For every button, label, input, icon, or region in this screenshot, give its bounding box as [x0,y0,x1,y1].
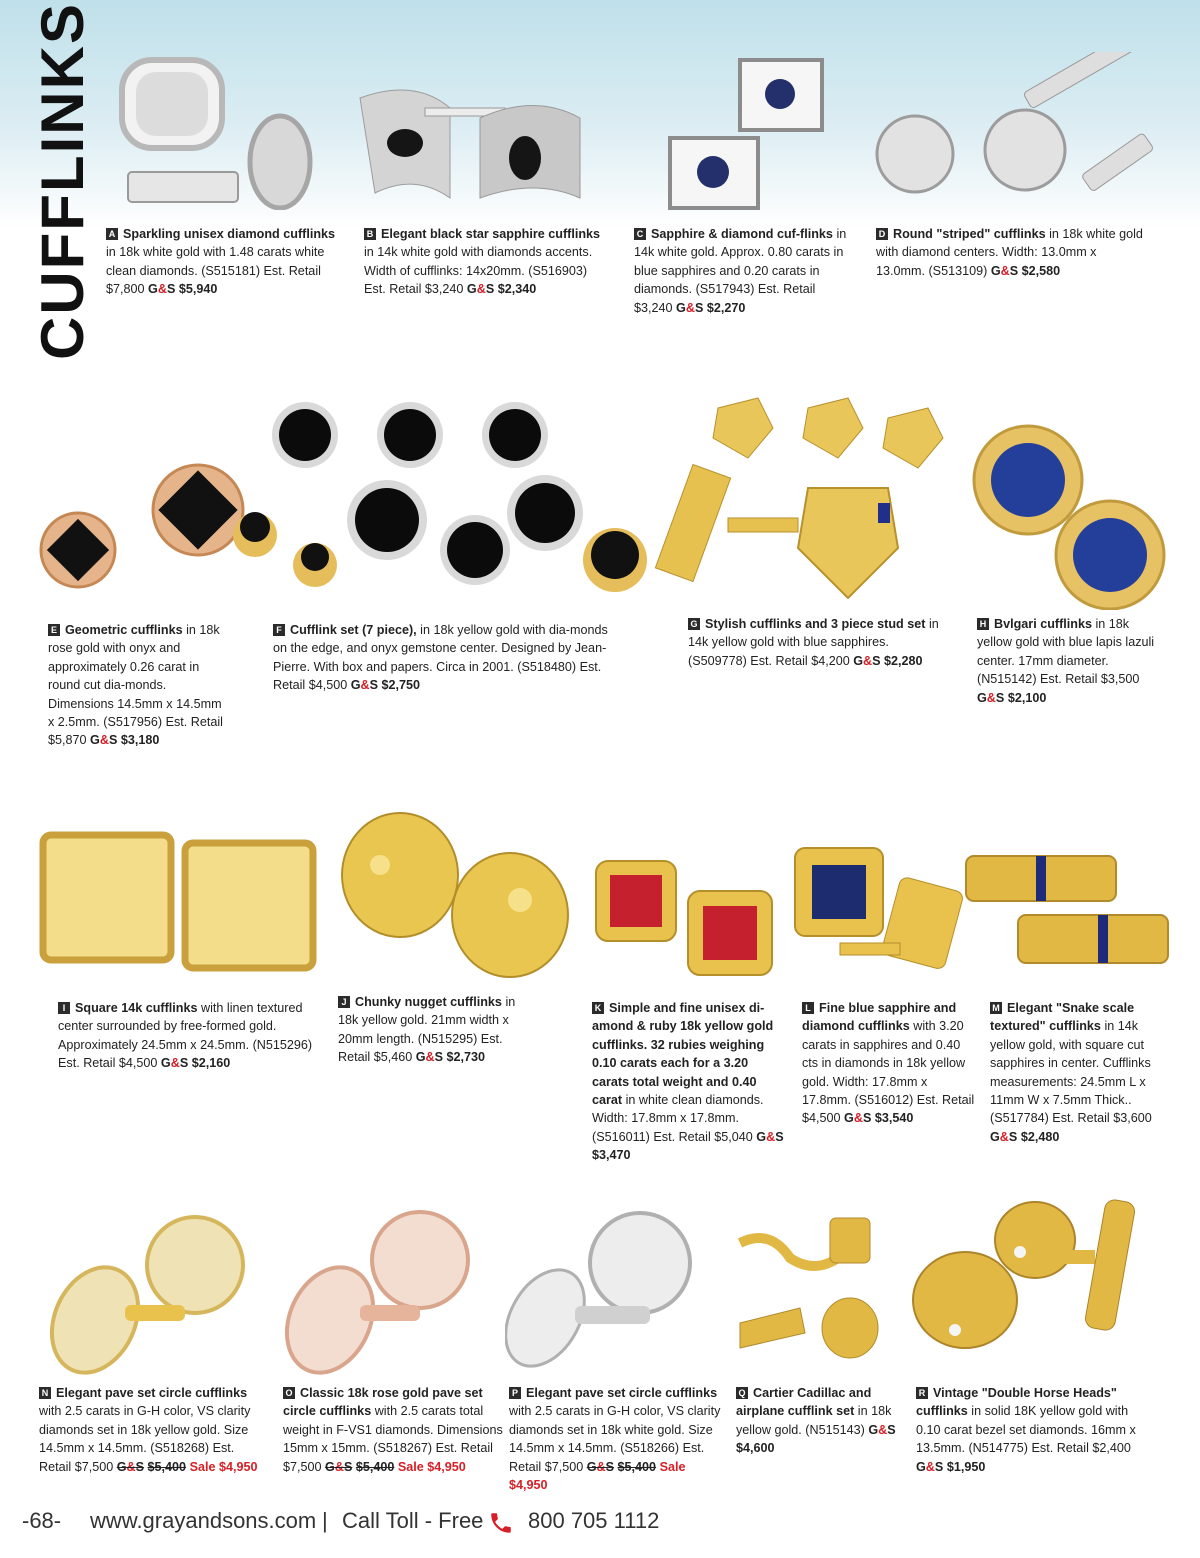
item-title: Simple and fine unisex di-amond & ruby 18k yellow gold cufflinks. 32 rubies weighing 0.10 carats each for a 3.20 carats total weight and 0.40 carat [592,1001,774,1108]
item-title: Square 14k cufflinks [75,1001,198,1015]
gs-logo: G&S [148,282,176,297]
product-item-o [283,1384,503,1476]
gs-logo: G&S [916,1459,944,1474]
item-old-price: $5,400 [147,1459,187,1474]
phone-icon [488,1510,514,1542]
item-title: Cartier Cadillac and airplane cufflink set [736,1386,872,1419]
item-description: with linen textured center surrounded by free-formed gold. Approximately 24.5mm x 24.5mm. (N515296) Est. Retail $4,500 [58,1001,313,1071]
item-description: in 18k rose gold with onyx and approximately 0.26 carat in round cut dia-monds. Dimensions 14.5mm x 14.5mm x 2.5mm. (S517956) Est. Retail $5,870 [48,623,223,748]
item-description: in 18k yellow gold. 21mm width x 20mm length. (N515295) Est. Retail $5,460 [338,995,516,1065]
item-title: Elegant pave set circle cufflinks [56,1386,248,1400]
item-letter: M [990,1002,1002,1014]
item-title: Geometric cufflinks [65,623,183,637]
item-price: $2,270 [706,300,746,315]
product-item-e [48,621,223,750]
sale-price: $4,950 [427,1459,466,1474]
item-letter: O [283,1387,295,1399]
item-price: $2,340 [497,282,537,297]
product-item-q [736,1384,901,1458]
item-letter: F [273,624,285,636]
sale-price: $4,950 [509,1478,548,1493]
item-description: in 18k white gold with 1.48 carats white clean diamonds. (S515181) Est. Retail $7,800 [106,245,325,297]
phone-number[interactable]: 800 705 1112 [528,1508,660,1533]
product-image-h [970,410,1180,610]
item-price: $1,950 [946,1459,986,1474]
item-old-price: $5,400 [355,1459,395,1474]
item-price: $2,100 [1007,690,1047,705]
product-image-o [280,1210,490,1380]
sale-label: Sale [659,1459,686,1474]
item-description: in solid 18K yellow gold with 0.10 carat bezel set diamonds. 16mm x 13.5mm. (N514775) Est. Retail $2,400 [916,1404,1136,1456]
product-item-d [876,225,1146,280]
gs-logo: G&S [415,1050,444,1065]
item-price: $4,600 [736,1441,775,1456]
product-item-a [106,225,346,299]
product-image-b [355,78,605,208]
gs-logo: G&S [868,1422,896,1437]
item-title: Classic 18k rose gold pave set circle cufflinks [283,1386,483,1419]
item-price: $2,750 [381,678,421,693]
item-description: in 18k yellow gold with dia-monds on the edge, and onyx gemstone center. Designed by Jean-Pierre. With box and papers. Circa in 2001. (S518480) Est. Retail $4,500 [273,623,608,693]
item-letter: G [688,618,700,630]
footer-separator: | [322,1508,328,1533]
item-letter: K [592,1002,604,1014]
item-letter: Q [736,1387,748,1399]
product-item-l [802,999,977,1128]
item-price: $3,540 [874,1111,914,1126]
gs-logo: G&S [160,1056,189,1071]
gs-logo: G&S [325,1459,353,1474]
item-description: in 18k yellow gold with blue lapis lazuli center. 17mm diameter. (N515142) Est. Retail $3,500 [977,617,1155,687]
product-image-p [505,1208,720,1380]
product-item-b [364,225,604,299]
product-item-g [688,615,948,670]
item-letter: P [509,1387,521,1399]
product-image-i [35,825,325,980]
item-letter: B [364,228,376,240]
item-description: in 14k yellow gold, with square cut sapphires in center. Cufflinks measurements: 24.5mm L x 11mm W x 7.5mm Thick.. (S517784) Est. Retail $3,600 [990,1019,1152,1126]
product-item-h [977,615,1162,707]
item-letter: I [58,1002,70,1014]
item-letter: R [916,1387,928,1399]
gs-logo: G&S [350,678,379,693]
item-price: $2,580 [1021,263,1061,278]
product-image-n [45,1210,255,1380]
product-item-r [916,1384,1156,1476]
product-image-k [590,855,780,980]
sale-label: Sale [397,1459,424,1474]
item-price: $3,470 [592,1148,631,1163]
item-letter: J [338,996,350,1008]
item-price: $2,280 [884,653,923,668]
product-image-q [730,1208,890,1380]
item-title: Stylish cufflinks and 3 piece stud set [705,617,926,631]
gs-logo: G&S [90,733,118,748]
item-old-price: $5,400 [617,1459,657,1474]
item-letter: L [802,1002,814,1014]
product-item-i [58,999,313,1073]
item-title: Chunky nugget cufflinks [355,995,502,1009]
gs-logo: G&S [466,282,495,297]
item-letter: H [977,618,989,630]
product-image-j [340,805,580,980]
item-price: $3,180 [120,733,160,748]
item-description: in white clean diamonds. Width: 17.8mm x 17.8mm. (S516011) Est. Retail $5,040 [592,1093,764,1144]
product-image-g [648,378,960,610]
product-item-f [273,621,623,695]
item-letter: N [39,1387,51,1399]
sale-price: $4,950 [218,1459,258,1474]
item-title: Elegant black star sapphire cufflinks [381,227,601,241]
item-letter: E [48,624,60,636]
product-item-c [634,225,849,317]
item-description: in 14k white gold. Approx. 0.80 carats in blue sapphires and 0.20 carats in diamonds. (S517943) Est. Retail $3,240 [634,227,847,315]
product-image-d [870,52,1160,210]
website-link[interactable]: www.grayandsons.com [90,1508,317,1533]
call-toll-free-label: Call Toll - Free [342,1508,484,1533]
item-description: with 2.5 carats in G-H color, VS clarity diamonds set in 18k white gold. Size 14.5mm x 14.5mm. (S518266) Est. Retail $7,500 [509,1404,721,1474]
gs-logo: G&S [586,1459,615,1474]
item-price: $2,480 [1020,1129,1060,1144]
item-title: Bvlgari cufflinks [994,617,1092,631]
gs-logo: G&S [756,1129,784,1144]
item-title: Sapphire & diamond cuf-flinks [651,227,833,241]
product-item-p [509,1384,724,1494]
item-description: in 18k white gold with diamond centers. Width: 13.0mm x 13.0mm. (S513109) [876,227,1143,278]
gs-logo: G&S [990,263,1019,278]
product-item-n [39,1384,261,1476]
item-title: Vintage "Double Horse Heads" cufflinks [916,1386,1117,1419]
page-footer [0,1508,1200,1538]
item-price: $2,730 [446,1050,486,1065]
product-image-l [790,843,970,980]
item-title: Round "striped" cufflinks [893,227,1046,241]
product-item-k [592,999,787,1165]
gs-logo: G&S [676,300,704,315]
item-price: $5,940 [178,282,218,297]
gs-logo: G&S [116,1459,145,1474]
gs-logo: G&S [990,1129,1018,1144]
item-description: in 14k white gold with diamonds accents. Width of cufflinks: 14x20mm. (S516903) Est. Retail $3,240 [364,245,593,297]
item-title: Sparkling unisex diamond cufflinks [123,227,336,241]
sale-label: Sale [189,1459,216,1474]
section-title: CUFFLINKS [29,2,96,360]
gs-logo: G&S [977,690,1005,705]
item-letter: C [634,228,646,240]
item-description: with 2.5 carats in G-H color, VS clarity diamonds set in 18k yellow gold. Size 14.5mm x 14.5mm. (S518268) Est. Retail $7,500 [39,1404,251,1474]
item-price: $2,160 [191,1056,231,1071]
product-image-f [215,395,655,610]
item-letter: D [876,228,888,240]
product-item-j [338,993,538,1067]
item-title: Elegant pave set circle cufflinks [526,1386,718,1400]
gs-logo: G&S [853,653,881,668]
item-title: Fine blue sapphire and diamond cufflinks [802,1001,957,1034]
product-image-a [100,52,340,210]
product-image-r [905,1190,1170,1380]
item-description: with 2.5 carats total weight in F-VS1 diamonds. Dimensions 15mm x 15mm. (S518267) Est. Retail $7,500 [283,1404,503,1474]
product-image-c [665,52,845,210]
item-description: in 14k yellow gold with blue sapphires. (S509778) Est. Retail $4,200 [688,617,939,668]
item-description: with 3.20 carats in sapphires and 0.40 cts in diamonds in 18k yellow gold. Width: 17.8mm x 17.8mm. (S516012) Est. Retail $4,500 [802,1019,975,1126]
item-letter: A [106,228,118,240]
product-image-m [958,850,1178,980]
item-title: Elegant "Snake scale textured" cufflinks [990,1001,1135,1034]
product-item-m [990,999,1170,1146]
item-description: in 18k yellow gold. (N515143) [736,1404,892,1437]
item-title: Cufflink set (7 piece), [290,623,417,637]
page-number: -68- [22,1508,62,1533]
gs-logo: G&S [844,1111,872,1126]
